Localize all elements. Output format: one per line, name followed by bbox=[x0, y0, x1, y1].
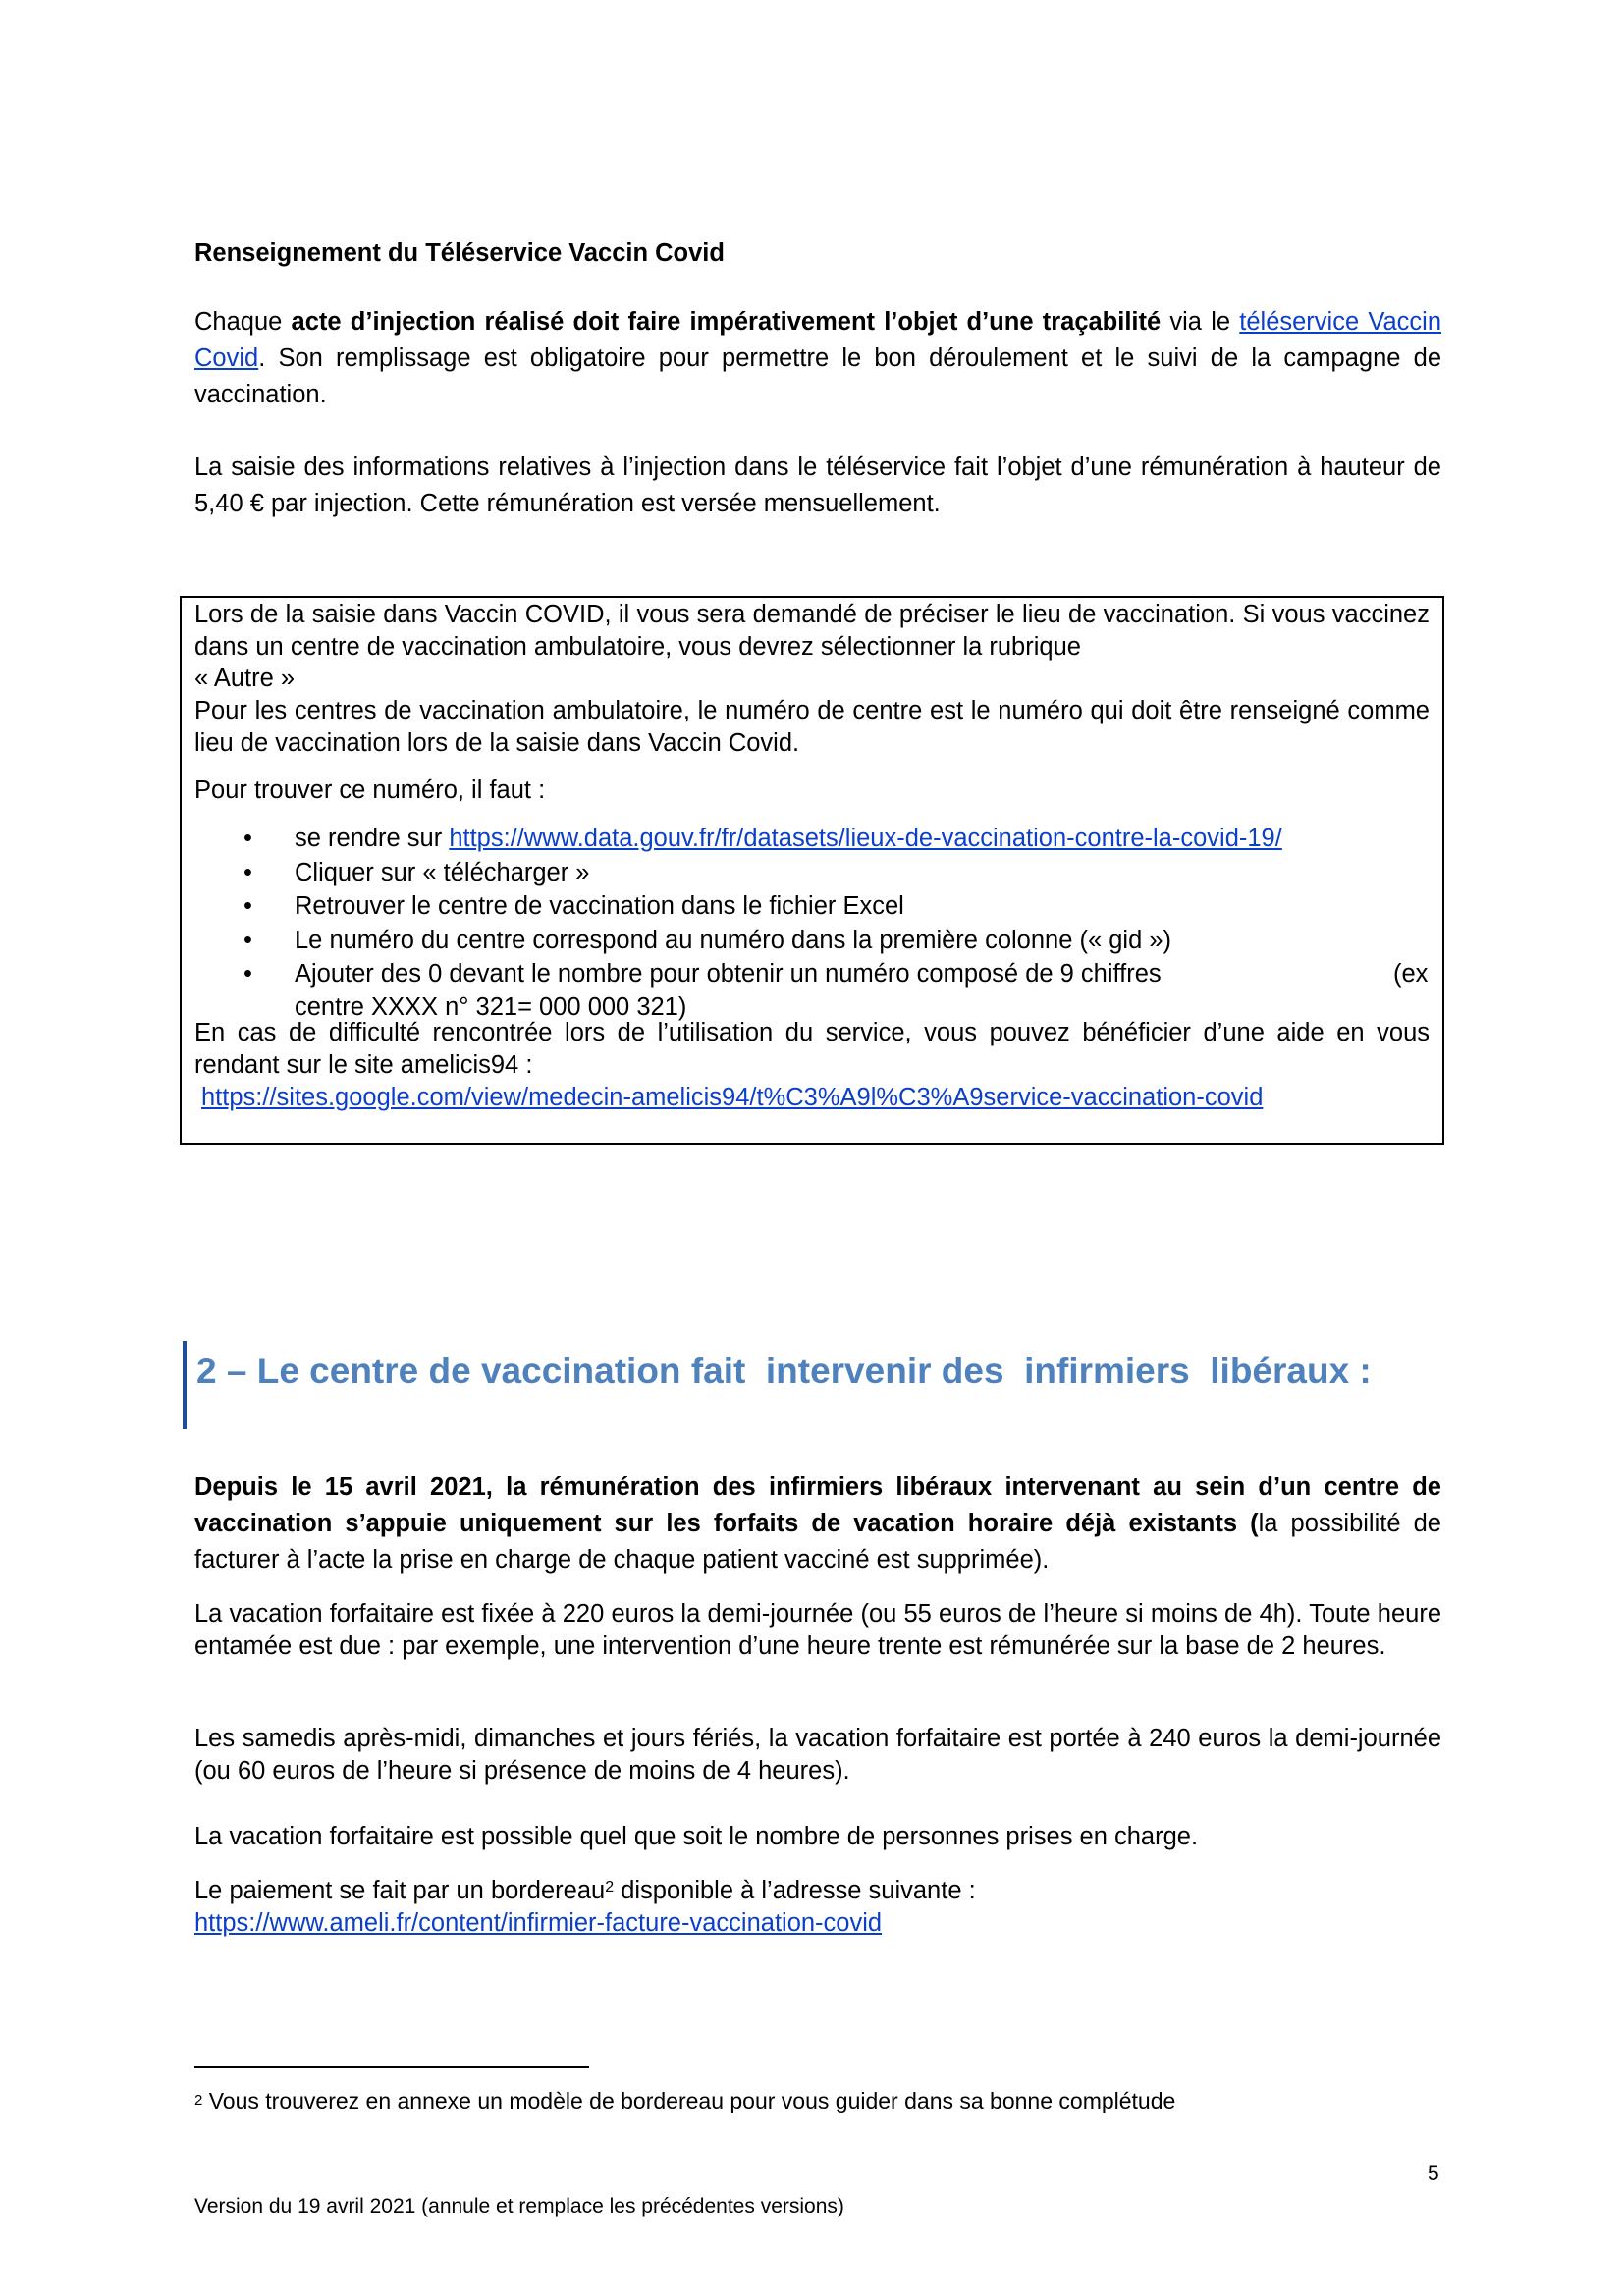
box-paragraph-lieu: Lors de la saisie dans Vaccin COVID, il vous sera demandé de préciser le lieu de vaccination. Si vous vaccinez dans un centre de vaccination ambulatoire, vous devrez sélectionner la rubrique bbox=[194, 601, 1430, 661]
box-paragraph-aide: En cas de difficulté rencontrée lors de l’utilisation du service, vous pouvez bénéficier d’une aide en vous rendant sur le site amelicis94 : bbox=[194, 1019, 1430, 1079]
text: la possibilité de facturer à l’acte la prise en charge de chaque patient vacciné est supprimée). bbox=[194, 1510, 1441, 1574]
bullet-icon: • bbox=[243, 825, 252, 852]
box-paragraph-trouver: Pour trouver ce numéro, il faut : bbox=[194, 776, 546, 804]
text: se rendre sur bbox=[295, 825, 450, 852]
footnote-ref[interactable]: 2 bbox=[605, 1879, 615, 1896]
section-title: 2 – Le centre de vaccination fait intervenir des infirmiers libéraux : bbox=[196, 1351, 1372, 1391]
text: . Son remplissage est obligatoire pour permettre le bon déroulement et le suivi de la campagne de vaccination. bbox=[194, 345, 1441, 408]
bullet-icon: • bbox=[243, 927, 252, 954]
ameli-link[interactable]: https://www.ameli.fr/content/infirmier-facture-vaccination-covid bbox=[194, 1909, 883, 1937]
section-marker-bar bbox=[183, 1341, 187, 1429]
list-item-text: centre XXXX n° 321= 000 000 321) bbox=[295, 993, 687, 1021]
page-number: 5 bbox=[1428, 2163, 1439, 2185]
box-paragraph-numero-centre: Pour les centres de vaccination ambulatoire, le numéro de centre est le numéro qui doit être renseigné comme lieu de vaccination lors de la saisie dans Vaccin Covid. bbox=[194, 697, 1430, 757]
list-item-text: Ajouter des 0 devant le nombre pour obtenir un numéro composé de 9 chiffres bbox=[295, 960, 1162, 988]
list-item-text: Le numéro du centre correspond au numéro dans la première colonne (« gid ») bbox=[295, 927, 1172, 954]
text: via le bbox=[1161, 308, 1240, 336]
amelicis-link[interactable]: https://sites.google.com/view/medecin-amelicis94/t%C3%A9l%C3%A9service-vaccination-covid bbox=[201, 1084, 1264, 1111]
footnote-text: Vous trouverez en annexe un modèle de bordereau pour vous guider dans sa bonne complétude bbox=[202, 2088, 1176, 2113]
bold-text: Depuis le 15 avril 2021, la rémunération des infirmiers libéraux intervenant au sein d’un centre de vaccination s’appuie uniquement sur les forfaits de vacation horaire déjà existants ( bbox=[194, 1473, 1441, 1537]
list-item-text: Cliquer sur « télécharger » bbox=[295, 859, 590, 886]
text: Chaque bbox=[194, 308, 292, 336]
paragraph-depuis bbox=[194, 1469, 1441, 1578]
footnote-mark: 2 bbox=[194, 2092, 203, 2109]
footnote bbox=[194, 2086, 1175, 2115]
paragraph-forfait: La vacation forfaitaire est possible quel que soit le nombre de personnes prises en charge. bbox=[194, 1823, 1199, 1850]
version-footer: Version du 19 avril 2021 (annule et remplace les précédentes versions) bbox=[194, 2195, 844, 2217]
bold-text: acte d’injection réalisé doit faire impérativement l’objet d’une traçabilité bbox=[291, 308, 1162, 336]
teleservice-link[interactable]: téléservice Vaccin Covid bbox=[194, 308, 1442, 372]
footnote-divider bbox=[194, 2066, 589, 2068]
bullet-icon: • bbox=[243, 960, 252, 988]
data-gouv-link[interactable]: https://www.data.gouv.fr/fr/datasets/lieux-de-vaccination-contre-la-covid-19/ bbox=[449, 825, 1282, 852]
text: disponible à l’adresse suivante : bbox=[614, 1877, 976, 1904]
text: Le paiement se fait par un bordereau bbox=[194, 1877, 606, 1904]
paragraph-remuneration: La saisie des informations relatives à l’injection dans le téléservice fait l’objet d’une rémunération à hauteur de 5,40 € par injection. Cette rémunération est versée mensuellement. bbox=[194, 454, 1441, 517]
list-item-text: Retrouver le centre de vaccination dans le fichier Excel bbox=[295, 892, 904, 920]
paragraph-vacation: La vacation forfaitaire est fixée à 220 euros la demi-journée (ou 55 euros de l’heure si moins de 4h). Toute heure entamée est due : par exemple, une intervention d’une heure trente est rémunérée sur la base de 2 heures. bbox=[194, 1600, 1441, 1660]
box-rubrique-autre: « Autre » bbox=[194, 665, 296, 692]
section-heading: Renseignement du Téléservice Vaccin Covid bbox=[194, 240, 725, 267]
paragraph-samedis: Les samedis après-midi, dimanches et jours fériés, la vacation forfaitaire est portée à 240 euros la demi-journée (ou 60 euros de l’heure si présence de moins de 4 heures). bbox=[194, 1725, 1441, 1785]
bullet-icon: • bbox=[243, 859, 252, 886]
list-item-text: (ex bbox=[1393, 960, 1429, 988]
bullet-icon: • bbox=[243, 892, 252, 920]
paragraph-tracabilite bbox=[194, 304, 1441, 413]
box-link-line bbox=[201, 1082, 1263, 1114]
paragraph-paiement bbox=[194, 1875, 1441, 1940]
